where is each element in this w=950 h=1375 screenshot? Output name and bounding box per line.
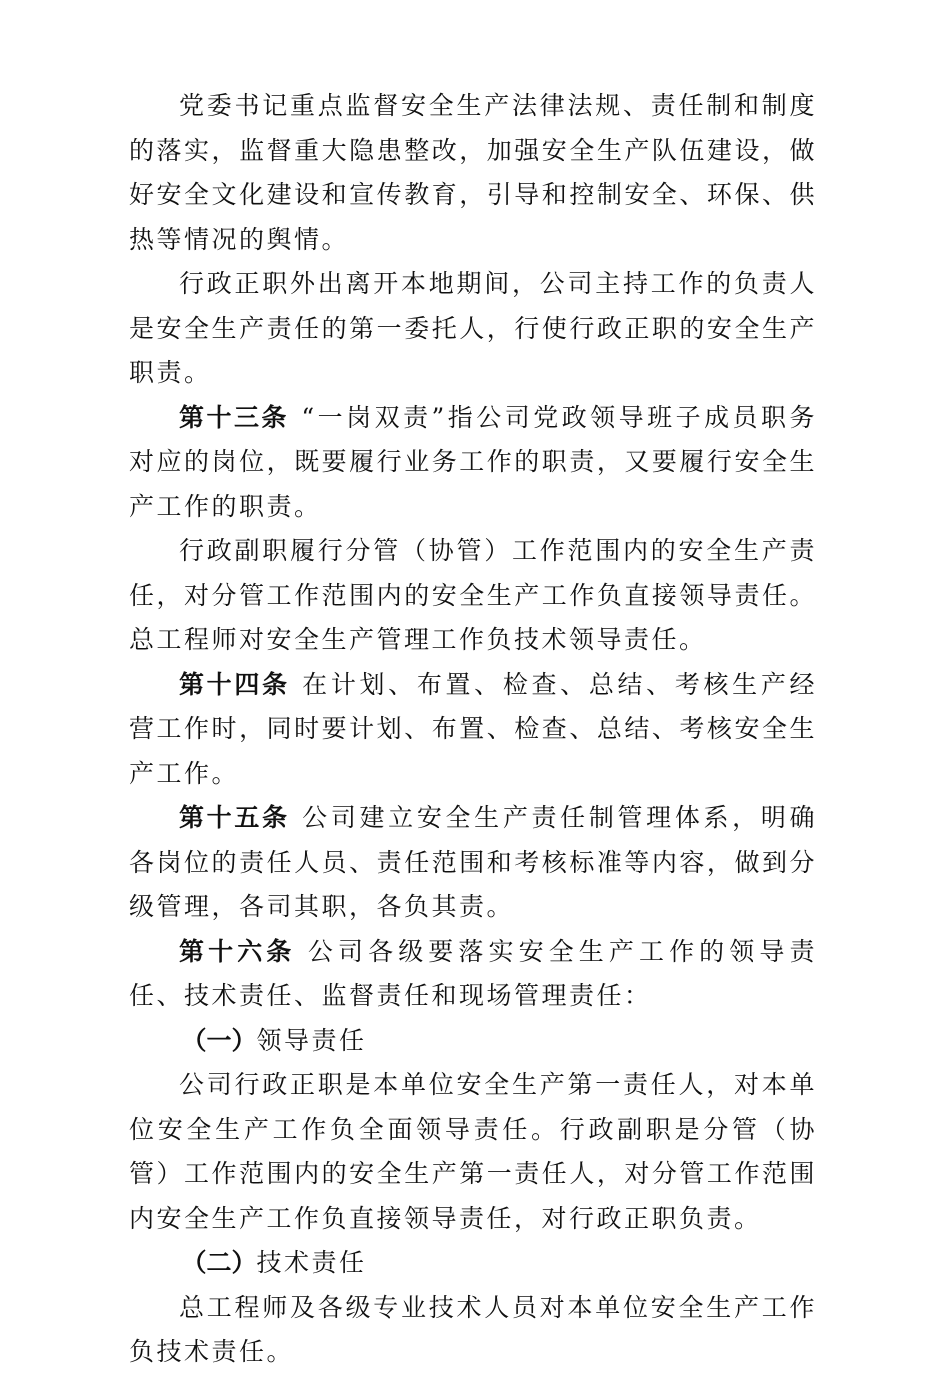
paragraph-text: 总工程师及各级专业技术人员对本单位安全生产工作负技术责任。 bbox=[129, 1292, 817, 1366]
paragraph bbox=[129, 84, 817, 262]
paragraph-text: 公司各级要落实安全生产工作的领导责任、技术责任、监督责任和现场管理责任： bbox=[129, 936, 817, 1010]
paragraph-text: 在计划、布置、检查、总结、考核生产经营工作时，同时要计划、布置、检查、总结、考核安全生产工作。 bbox=[129, 669, 817, 788]
paragraph-text: 公司行政正职是本单位安全生产第一责任人，对本单位安全生产工作负全面领导责任。行政副职是分管（协管）工作范围内的安全生产第一责任人，对分管工作范围内安全生产工作负直接领导责任，对行政正职负责。 bbox=[129, 1070, 817, 1233]
article-number: 第十三条 bbox=[179, 402, 289, 432]
document-body bbox=[129, 84, 817, 1375]
paragraph bbox=[129, 1063, 817, 1241]
article-paragraph bbox=[129, 796, 817, 930]
item-marker: （二） bbox=[181, 1248, 257, 1277]
article-paragraph bbox=[129, 396, 817, 530]
paragraph-text: “一岗双责”指公司党政领导班子成员职务对应的岗位，既要履行业务工作的职责，又要履行安全生产工作的职责。 bbox=[129, 402, 817, 521]
item-marker: （一） bbox=[181, 1025, 257, 1055]
paragraph bbox=[129, 262, 817, 396]
paragraph-text: 行政副职履行分管（协管）工作范围内的安全生产责任，对分管工作范围内的安全生产工作负直接领导责任。总工程师对安全生产管理工作负技术领导责任。 bbox=[129, 536, 817, 654]
sub-heading-text: 技术责任 bbox=[256, 1248, 367, 1277]
article-number: 第十六条 bbox=[179, 936, 296, 966]
sub-heading bbox=[129, 1241, 817, 1286]
article-number: 第十四条 bbox=[179, 669, 290, 699]
paragraph bbox=[129, 529, 817, 663]
paragraph-text: 行政正职外出离开本地期间，公司主持工作的负责人是安全生产责任的第一委托人，行使行政正职的安全生产职责。 bbox=[129, 269, 817, 387]
article-number: 第十五条 bbox=[179, 803, 290, 832]
article-paragraph bbox=[129, 930, 817, 1019]
sub-heading bbox=[129, 1019, 817, 1064]
article-paragraph bbox=[129, 663, 817, 797]
paragraph bbox=[129, 1286, 817, 1375]
sub-heading-text: 领导责任 bbox=[256, 1025, 367, 1055]
paragraph-text: 公司建立安全生产责任制管理体系，明确各岗位的责任人员、责任范围和考核标准等内容，做到分级管理，各司其职，各负其责。 bbox=[129, 803, 817, 921]
paragraph-text: 党委书记重点监督安全生产法律法规、责任制和制度的落实，监督重大隐患整改，加强安全生产队伍建设，做好安全文化建设和宣传教育，引导和控制安全、环保、供热等情况的舆情。 bbox=[129, 91, 817, 254]
